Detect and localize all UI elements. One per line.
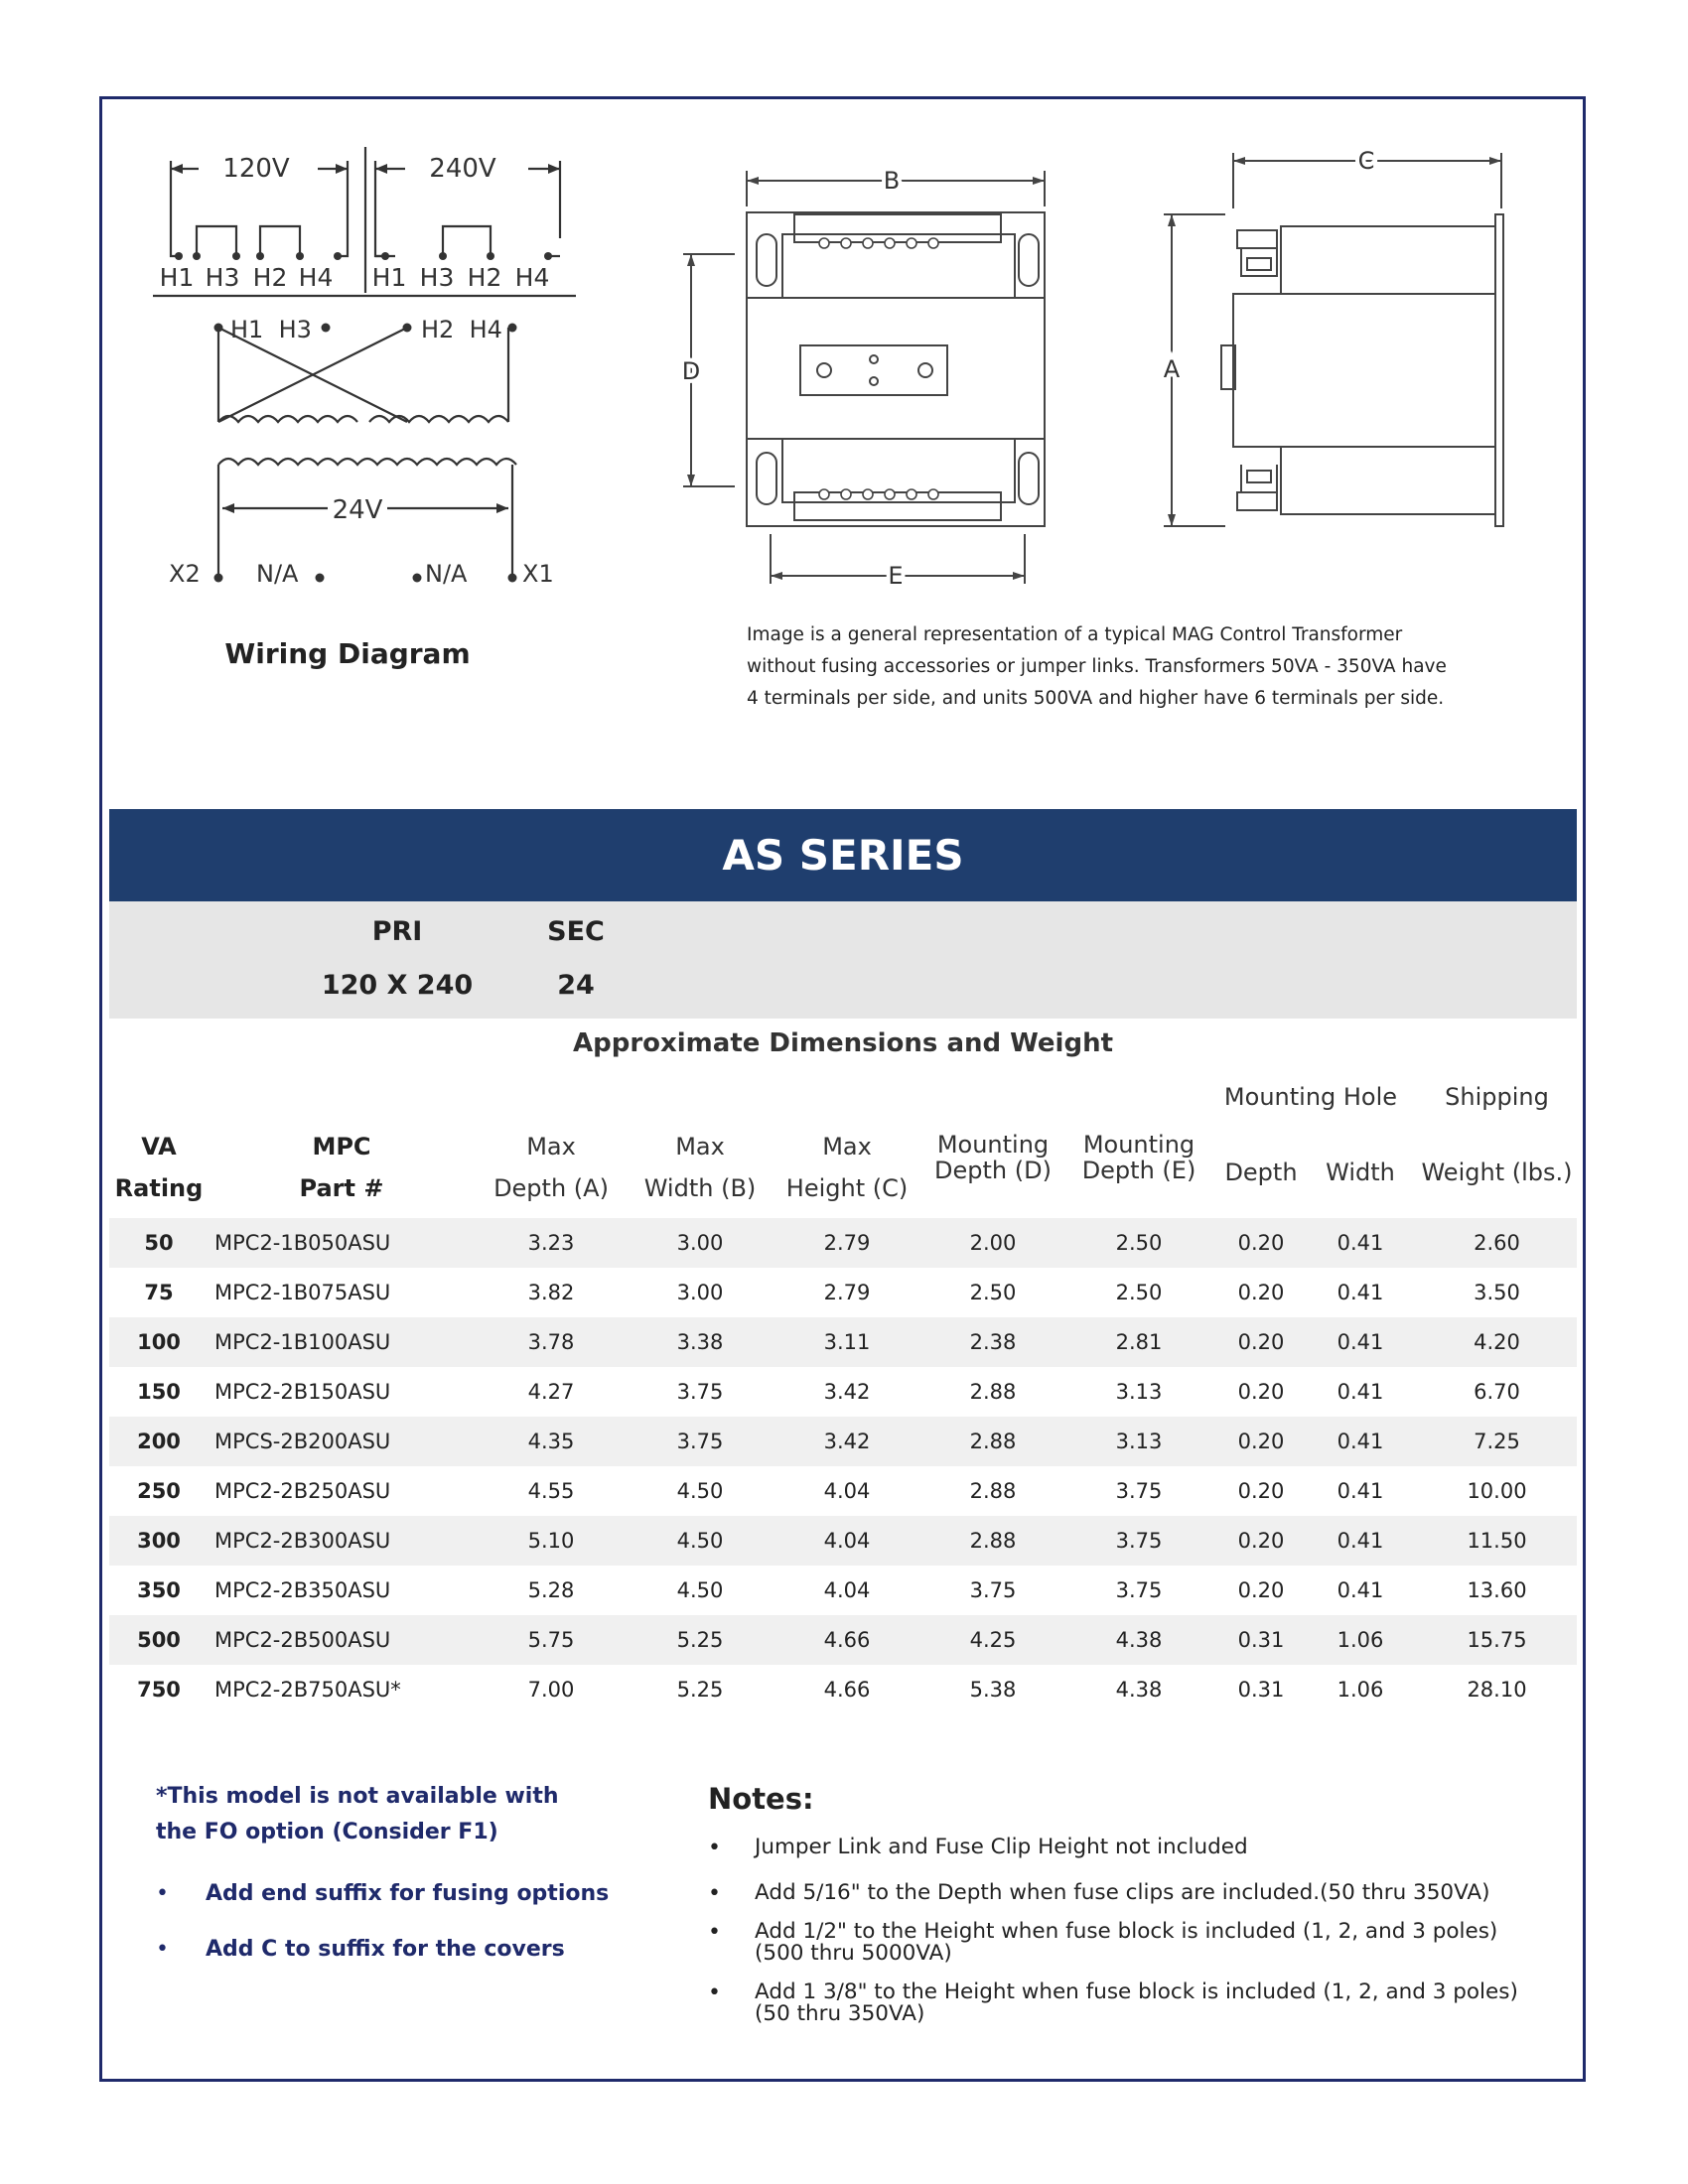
table-cell: 4.50 bbox=[676, 1479, 724, 1503]
table-cell: 75 bbox=[144, 1281, 174, 1304]
table-row bbox=[109, 1268, 1577, 1317]
hdr-weight: Weight (lbs.) bbox=[1421, 1159, 1573, 1186]
table-cell: 750 bbox=[137, 1678, 181, 1702]
hdr-mounting-e: Mounting bbox=[1082, 1131, 1196, 1159]
table-cell: MPC2-2B150ASU bbox=[214, 1380, 391, 1404]
table-cell: 28.10 bbox=[1467, 1678, 1527, 1702]
note-bullet-2: • bbox=[708, 1881, 721, 1906]
table-cell: 4.20 bbox=[1474, 1330, 1520, 1354]
table-cell: 3.75 bbox=[676, 1380, 724, 1404]
table-title: Approximate Dimensions and Weight bbox=[572, 1028, 1114, 1058]
table-cell: 1.06 bbox=[1336, 1678, 1384, 1702]
hdr-depth-d: Depth (D) bbox=[934, 1157, 1052, 1184]
table-cell: 0.41 bbox=[1336, 1479, 1384, 1503]
transformer-side-view bbox=[1142, 139, 1519, 556]
term-h4-b: H4 bbox=[514, 263, 550, 292]
term-na-1: N/A bbox=[256, 560, 299, 588]
table-cell: 4.50 bbox=[676, 1578, 724, 1602]
left-bullet-1-glyph: • bbox=[156, 1881, 169, 1906]
table-cell: 4.50 bbox=[676, 1529, 724, 1553]
label-120v: 120V bbox=[222, 154, 290, 184]
table-cell: 4.25 bbox=[969, 1628, 1017, 1652]
table-cell: MPC2-2B750ASU* bbox=[214, 1678, 401, 1702]
series-banner: AS SERIES bbox=[109, 809, 1577, 901]
table-row bbox=[109, 1516, 1577, 1566]
table-cell: 5.28 bbox=[527, 1578, 575, 1602]
table-cell: 3.75 bbox=[1115, 1529, 1163, 1553]
sec-label: SEC bbox=[547, 916, 605, 947]
table-cell: 0.41 bbox=[1336, 1529, 1384, 1553]
hdr-part: Part # bbox=[299, 1174, 384, 1202]
table-cell: 1.06 bbox=[1336, 1628, 1384, 1652]
table-cell: 0.41 bbox=[1336, 1380, 1384, 1404]
table-cell: 2.60 bbox=[1474, 1231, 1520, 1255]
term-x2: X2 bbox=[169, 560, 201, 588]
table-cell: MPC2-2B350ASU bbox=[214, 1578, 391, 1602]
table-row bbox=[109, 1417, 1577, 1466]
table-cell: 2.00 bbox=[969, 1231, 1017, 1255]
table-cell: 2.88 bbox=[969, 1380, 1017, 1404]
table-cell: 3.42 bbox=[823, 1430, 871, 1453]
hdr-width-b: Width (B) bbox=[643, 1174, 757, 1202]
table-cell: 4.27 bbox=[527, 1380, 575, 1404]
table-cell: 2.79 bbox=[823, 1231, 871, 1255]
transformer-front-view bbox=[675, 159, 1072, 586]
table-cell: 4.38 bbox=[1115, 1678, 1163, 1702]
table-cell: 4.38 bbox=[1115, 1628, 1163, 1652]
table-cell: 0.20 bbox=[1237, 1380, 1285, 1404]
pri-value: 120 X 240 bbox=[321, 970, 474, 1001]
table-cell: 2.50 bbox=[969, 1281, 1017, 1304]
hdr-mpc: MPC bbox=[312, 1133, 371, 1160]
table-row bbox=[109, 1317, 1577, 1367]
table-cell: 3.11 bbox=[823, 1330, 871, 1354]
term-pri-h2h4: H2 H4 bbox=[421, 316, 502, 343]
wiring-diagram-title: Wiring Diagram bbox=[224, 637, 471, 670]
left-bullet-1: Add end suffix for fusing options bbox=[206, 1881, 610, 1906]
table-cell: 5.10 bbox=[527, 1529, 575, 1553]
note-4: Add 1 3/8" to the Height when fuse block is included (1, 2, and 3 poles) (50 thru 350VA) bbox=[755, 1979, 1518, 2026]
table-cell: 3.75 bbox=[969, 1578, 1017, 1602]
table-cell: 0.20 bbox=[1237, 1330, 1285, 1354]
table-row bbox=[109, 1665, 1577, 1714]
hdr-depth-e: Depth (E) bbox=[1081, 1157, 1196, 1184]
table-cell: 13.60 bbox=[1467, 1578, 1527, 1602]
table-row bbox=[109, 1615, 1577, 1665]
table-cell: 5.25 bbox=[676, 1628, 724, 1652]
dim-e-label: E bbox=[888, 562, 904, 586]
term-h3-a: H3 bbox=[205, 263, 240, 292]
note-bullet-4: • bbox=[708, 1980, 721, 2005]
note-3: Add 1/2" to the Height when fuse block is included (1, 2, and 3 poles) (500 thru 5000VA) bbox=[755, 1919, 1498, 1966]
dimensions-table bbox=[109, 1218, 1577, 1714]
table-cell: 2.38 bbox=[969, 1330, 1017, 1354]
table-cell: 6.70 bbox=[1474, 1380, 1520, 1404]
hdr-depth-a: Depth (A) bbox=[493, 1174, 609, 1202]
pri-label: PRI bbox=[371, 916, 423, 947]
table-cell: 3.23 bbox=[527, 1231, 575, 1255]
hdr-shipping: Shipping bbox=[1445, 1083, 1549, 1111]
table-cell: 3.13 bbox=[1115, 1380, 1163, 1404]
dim-b-label: B bbox=[883, 167, 901, 195]
hdr-mounting-d: Mounting bbox=[936, 1131, 1050, 1159]
model-availability-text: *This model is not available with the FO option (Consider F1) bbox=[156, 1784, 559, 1844]
hdr-max-a: Max bbox=[526, 1133, 576, 1160]
hdr-hole-depth: Depth bbox=[1224, 1159, 1298, 1186]
table-cell: 4.66 bbox=[823, 1628, 871, 1652]
table-row bbox=[109, 1367, 1577, 1417]
table-cell: 100 bbox=[137, 1330, 181, 1354]
table-cell: 3.50 bbox=[1474, 1281, 1520, 1304]
table-cell: 3.75 bbox=[1115, 1479, 1163, 1503]
term-x1: X1 bbox=[522, 560, 554, 588]
table-cell: 4.04 bbox=[823, 1479, 871, 1503]
table-cell: 0.41 bbox=[1336, 1430, 1384, 1453]
table-cell: 2.81 bbox=[1115, 1330, 1163, 1354]
table-cell: 2.50 bbox=[1115, 1231, 1163, 1255]
diagram-caption: Image is a general representation of a typical MAG Control Transformer without fusing accessories or jumper links. Transformers 50VA - 350VA have 4 terminals per side, and units 500VA and higher have 6 terminals per side. bbox=[747, 624, 1447, 709]
left-bullet-2-glyph: • bbox=[156, 1937, 169, 1962]
table-cell: 2.50 bbox=[1115, 1281, 1163, 1304]
label-24v: 24V bbox=[332, 495, 383, 525]
table-cell: 2.88 bbox=[969, 1529, 1017, 1553]
hdr-hole-width: Width bbox=[1326, 1159, 1395, 1186]
table-cell: 0.31 bbox=[1237, 1678, 1285, 1702]
term-na-2: N/A bbox=[425, 560, 468, 588]
table-cell: 4.66 bbox=[823, 1678, 871, 1702]
table-cell: MPC2-1B100ASU bbox=[214, 1330, 391, 1354]
table-cell: MPC2-1B050ASU bbox=[214, 1231, 391, 1255]
hdr-height-c: Height (C) bbox=[785, 1174, 909, 1202]
table-cell: 250 bbox=[137, 1479, 181, 1503]
wiring-diagram bbox=[139, 139, 576, 606]
table-cell: 0.41 bbox=[1336, 1578, 1384, 1602]
table-cell: 4.04 bbox=[823, 1529, 871, 1553]
table-cell: 3.00 bbox=[676, 1281, 724, 1304]
table-row bbox=[109, 1566, 1577, 1615]
table-cell: 7.00 bbox=[527, 1678, 575, 1702]
dim-c-label: C bbox=[1357, 147, 1375, 175]
table-cell: 3.42 bbox=[823, 1380, 871, 1404]
table-cell: 300 bbox=[137, 1529, 181, 1553]
note-bullet-3: • bbox=[708, 1920, 721, 1945]
hdr-rating: Rating bbox=[114, 1174, 204, 1202]
table-cell: 3.82 bbox=[527, 1281, 575, 1304]
availability-note bbox=[156, 1779, 633, 1850]
term-h3-b: H3 bbox=[419, 263, 455, 292]
term-pri-h1h3: H1 H3 bbox=[230, 316, 312, 343]
note-1: Jumper Link and Fuse Clip Height not included bbox=[755, 1835, 1248, 1859]
table-cell: 3.00 bbox=[676, 1231, 724, 1255]
dim-a-label: A bbox=[1163, 355, 1181, 383]
term-h4-a: H4 bbox=[298, 263, 334, 292]
table-cell: 4.55 bbox=[527, 1479, 575, 1503]
notes-title: Notes: bbox=[708, 1782, 814, 1816]
table-cell: 3.75 bbox=[1115, 1578, 1163, 1602]
table-cell: 0.31 bbox=[1237, 1628, 1285, 1652]
sec-value: 24 bbox=[557, 970, 595, 1001]
voltage-panel bbox=[109, 901, 1577, 1019]
dim-d-label: D bbox=[681, 357, 701, 385]
table-cell: 0.20 bbox=[1237, 1281, 1285, 1304]
table-cell: MPC2-2B500ASU bbox=[214, 1628, 391, 1652]
table-cell: 3.78 bbox=[527, 1330, 575, 1354]
table-cell: 5.25 bbox=[676, 1678, 724, 1702]
table-cell: 200 bbox=[137, 1430, 181, 1453]
hdr-max-b: Max bbox=[675, 1133, 725, 1160]
label-240v: 240V bbox=[429, 154, 496, 184]
table-cell: 0.20 bbox=[1237, 1529, 1285, 1553]
table-row bbox=[109, 1218, 1577, 1268]
term-h2-b: H2 bbox=[467, 263, 502, 292]
table-cell: 50 bbox=[144, 1231, 174, 1255]
term-h2-a: H2 bbox=[252, 263, 288, 292]
left-bullet-2: Add C to suffix for the covers bbox=[206, 1937, 565, 1962]
table-cell: 500 bbox=[137, 1628, 181, 1652]
table-cell: 11.50 bbox=[1467, 1529, 1527, 1553]
table-cell: MPC2-2B300ASU bbox=[214, 1529, 391, 1553]
table-cell: 0.20 bbox=[1237, 1430, 1285, 1453]
table-cell: 10.00 bbox=[1467, 1479, 1527, 1503]
table-cell: 3.38 bbox=[676, 1330, 724, 1354]
table-cell: 2.88 bbox=[969, 1479, 1017, 1503]
table-cell: 0.41 bbox=[1336, 1330, 1384, 1354]
table-cell: 150 bbox=[137, 1380, 181, 1404]
hdr-va: VA bbox=[141, 1133, 177, 1160]
note-2: Add 5/16" to the Depth when fuse clips are included.(50 thru 350VA) bbox=[755, 1880, 1490, 1905]
table-cell: MPC2-1B075ASU bbox=[214, 1281, 391, 1304]
table-cell: MPC2-2B250ASU bbox=[214, 1479, 391, 1503]
table-cell: 0.41 bbox=[1336, 1231, 1384, 1255]
table-cell: 5.75 bbox=[527, 1628, 575, 1652]
table-cell: 3.75 bbox=[676, 1430, 724, 1453]
table-cell: 5.38 bbox=[969, 1678, 1017, 1702]
table-cell: 350 bbox=[137, 1578, 181, 1602]
term-h1-a: H1 bbox=[159, 263, 195, 292]
table-cell: 0.41 bbox=[1336, 1281, 1384, 1304]
table-cell: 0.20 bbox=[1237, 1231, 1285, 1255]
table-cell: 0.20 bbox=[1237, 1479, 1285, 1503]
table-cell: 3.13 bbox=[1115, 1430, 1163, 1453]
table-cell: 0.20 bbox=[1237, 1578, 1285, 1602]
table-cell: MPCS-2B200ASU bbox=[214, 1430, 391, 1453]
hdr-max-c: Max bbox=[822, 1133, 872, 1160]
table-row bbox=[109, 1466, 1577, 1516]
table-cell: 2.79 bbox=[823, 1281, 871, 1304]
term-h1-b: H1 bbox=[371, 263, 407, 292]
hdr-mounting-hole: Mounting Hole bbox=[1223, 1083, 1398, 1111]
note-bullet-1: • bbox=[708, 1836, 721, 1860]
table-cell: 4.35 bbox=[527, 1430, 575, 1453]
table-cell: 7.25 bbox=[1474, 1430, 1520, 1453]
table-cell: 2.88 bbox=[969, 1430, 1017, 1453]
table-cell: 15.75 bbox=[1467, 1628, 1527, 1652]
table-cell: 4.04 bbox=[823, 1578, 871, 1602]
